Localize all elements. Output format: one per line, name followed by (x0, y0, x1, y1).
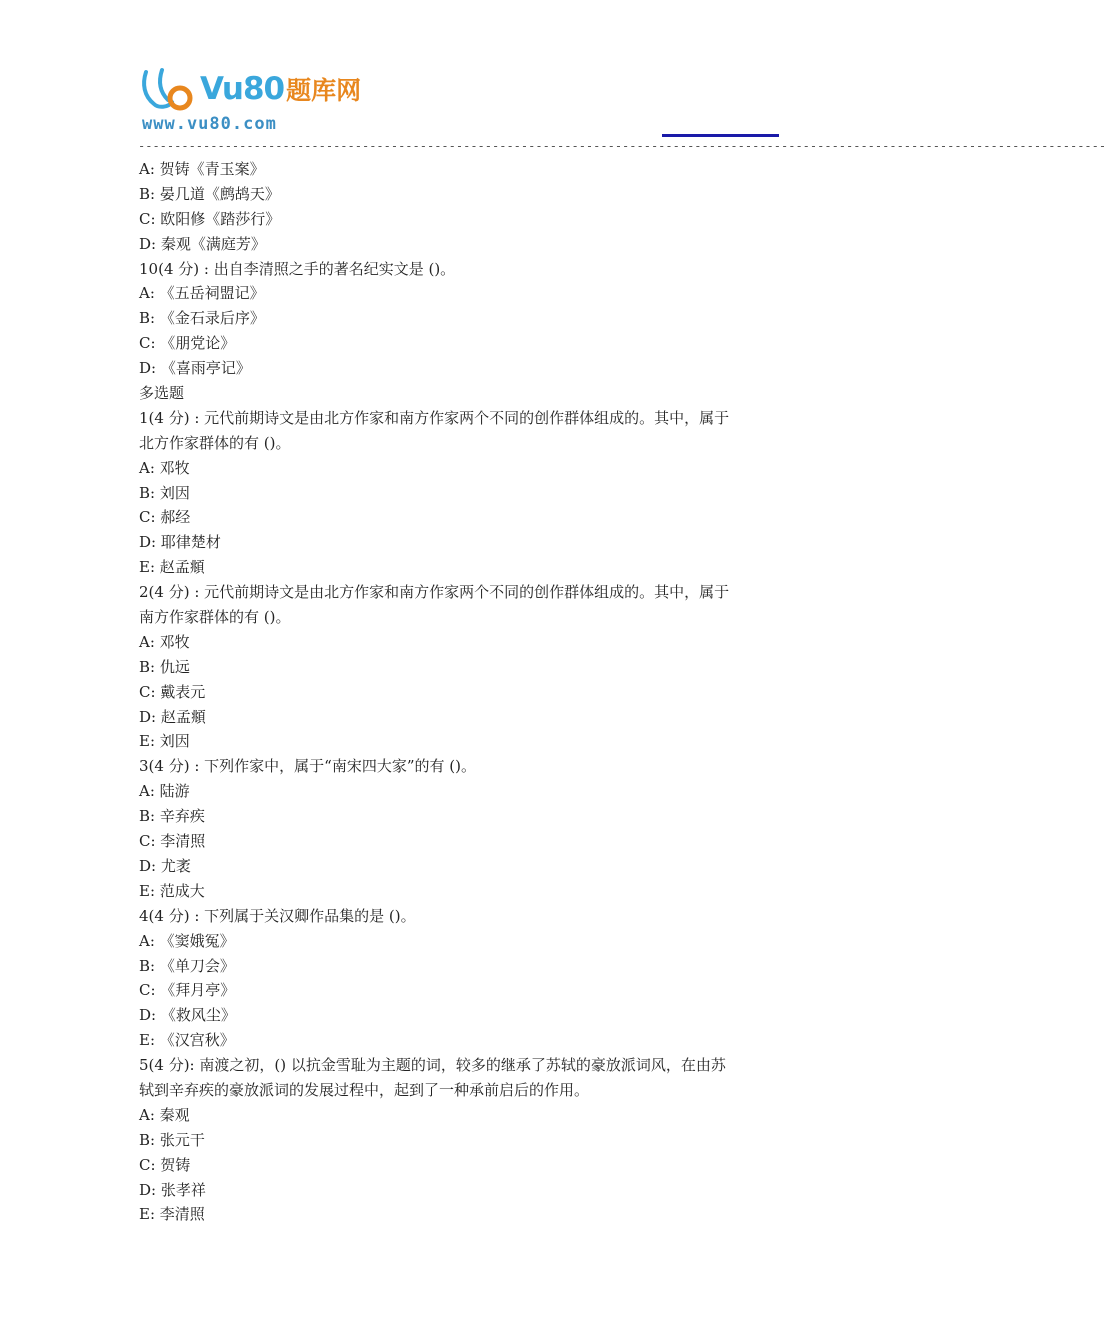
logo-main: Vu80 (200, 71, 285, 107)
text-line: 轼到辛弃疾的豪放派词的发展过程中，起到了一种承前启后的作用。 (139, 1080, 590, 1099)
rabbit-icon (138, 68, 198, 116)
text-line: A: 秦观 (139, 1105, 190, 1124)
text-line: C: 郝经 (139, 508, 191, 527)
text-line: 多选题 (139, 384, 185, 403)
text-line: C: 欧阳修《踏莎行》 (139, 209, 281, 228)
text-line: 4(4 分) : 下列属于关汉卿作品集的是 ()。 (139, 906, 416, 925)
text-line: D: 张孝祥 (139, 1180, 206, 1199)
text-line: A: 贺铸《青玉案》 (139, 160, 265, 178)
text-line: E: 《汉宫秋》 (139, 1031, 235, 1050)
text-line: 5(4 分): 南渡之初，() 以抗金雪耻为主题的词，较多的继承了苏轼的豪放派词风，在由苏 (139, 1056, 726, 1075)
text-line: C: 李清照 (139, 832, 206, 851)
text-line: C: 戴表元 (139, 682, 206, 701)
text-line: C: 《拜月亭》 (139, 981, 236, 1000)
text-line: B: 晏几道《鹧鸪天》 (139, 184, 280, 203)
text-line: E: 赵孟頫 (139, 558, 205, 577)
logo-wordmark (200, 71, 362, 107)
text-line: D: 赵孟頫 (139, 707, 206, 726)
text-line: 南方作家群体的有 ()。 (139, 608, 291, 627)
text-line: B: 《金石录后序》 (139, 309, 265, 328)
logo-cn: 题库网 (286, 76, 362, 105)
text-line: A: 陆游 (139, 782, 190, 801)
text-line: B: 辛弃疾 (139, 807, 205, 826)
document-body (139, 157, 819, 1227)
text-line: E: 范成大 (139, 881, 205, 900)
logo-url: www.vu80.com (142, 114, 277, 134)
text-line: D: 《喜雨亭记》 (139, 359, 251, 378)
text-line: C: 贺铸 (139, 1155, 191, 1174)
text-line: E: 李清照 (139, 1205, 205, 1224)
header-link-underline[interactable] (662, 134, 779, 137)
text-line: A: 邓牧 (139, 458, 190, 477)
text-line: B: 刘因 (139, 483, 190, 502)
text-line: 北方作家群体的有 ()。 (139, 433, 291, 452)
text-line: 3(4 分) : 下列作家中，属于“南宋四大家”的有 ()。 (139, 757, 476, 776)
text-line: 2(4 分) : 元代前期诗文是由北方作家和南方作家两个不同的创作群体组成的。其中，属于 (139, 583, 730, 602)
text-line: A: 《窦娥冤》 (139, 931, 235, 950)
text-line: E: 刘因 (139, 732, 190, 751)
text-line: 10(4 分) : 出自李清照之手的著名纪实文是 ()。 (139, 259, 456, 278)
header-divider: -------------------------------------------------------------------------------------------------------------------------------------- (138, 139, 1106, 153)
text-line: B: 张元干 (139, 1130, 205, 1149)
text-line: D: 耶律楚材 (139, 533, 221, 552)
site-logo (138, 66, 362, 136)
text-line: B: 《单刀会》 (139, 956, 235, 975)
text-line: D: 秦观《满庭芳》 (139, 234, 266, 253)
text-line: D: 尤袤 (139, 856, 191, 875)
text-line: B: 仇远 (139, 657, 190, 676)
text-line: A: 《五岳祠盟记》 (139, 284, 265, 303)
text-line: 1(4 分) : 元代前期诗文是由北方作家和南方作家两个不同的创作群体组成的。其中，属于 (139, 408, 730, 427)
text-line: C: 《朋党论》 (139, 334, 236, 353)
text-line: D: 《救风尘》 (139, 1006, 236, 1025)
text-line: A: 邓牧 (139, 632, 190, 651)
